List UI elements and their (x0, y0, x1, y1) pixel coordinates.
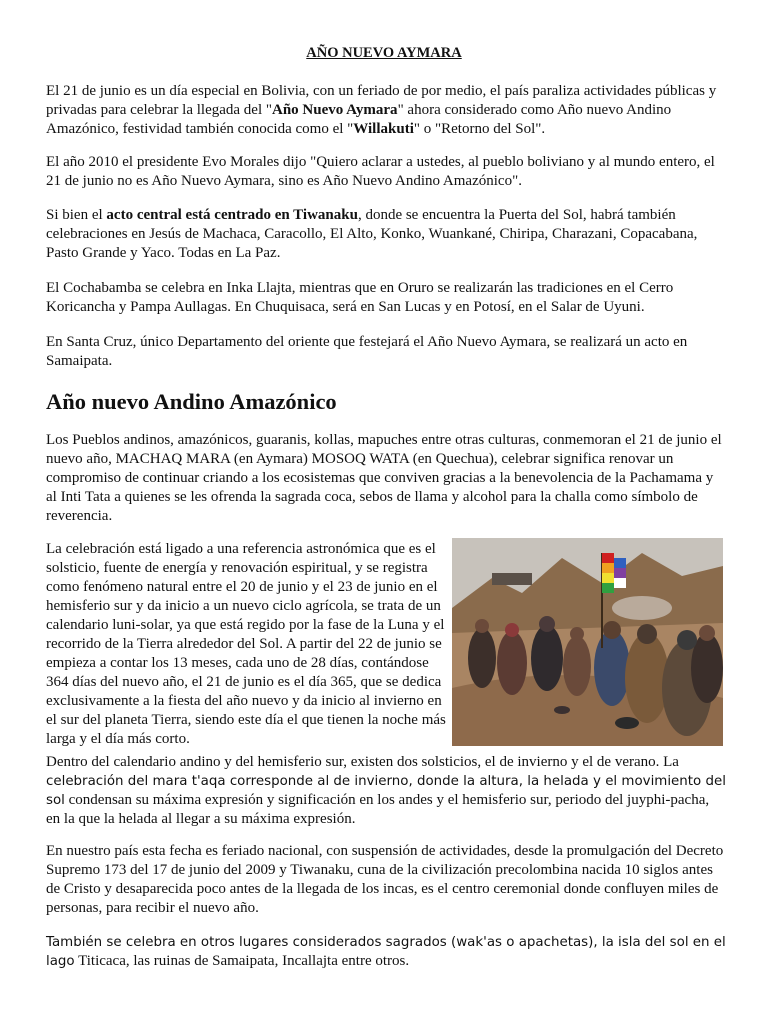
paragraph-solsticio: La celebración está ligado a una referencia astronómica que es el solsticio, fuente de energía y renovación espiritual, y se registra como fenómeno natural entre el 20 de junio y el 23 de junio en el hemisferio sur y da inicio a un nuevo ciclo agrícola, se trata de un calendario luni-solar, ya que está regido por la fase de la Luna y el recorrido de la Tierra alrededor del Sol. A partir del 22 de junio se empieza a contar los 13 meses, cada uno de 28 días, contándose 364 días del nuevo año, el 21 de junio es el día 365, que se dedica exclusivamente a la fiesta del año nuevo y da inicio al invierno en el sur del planeta Tierra, siendo este día el que tienen la noche más larga y el día más corto. (46, 541, 446, 747)
p10-text-a: También se celebra en otros lugares considerados sagrados (wak'as o apachetas), la isla del sol en el lago (46, 935, 726, 969)
paragraph-pueblos: Los Pueblos andinos, amazónicos, guaranis, kollas, mapuches entre otras culturas, conmemoran el 21 de junio el nuevo año, MACHAQ MARA (en Aymara) MOSOQ WATA (en Quechua), celebrar significa renovar un compromiso de continuar criando a los ecosistemas que conviven gracias a la benevolencia de la Pachamama y al Inti Tata a quienes se les ofrenda la sagrada coca, sebos de llama y alcohol para la challa como símbolo de reverencia. (46, 432, 722, 524)
p1-bold-ano-nuevo: Año Nuevo Aymara (272, 102, 398, 118)
p8-text-a: Dentro del calendario andino y del hemisferio sur, existen dos solsticios, el de invierno y el de verano. La (46, 754, 679, 770)
paragraph-intro (46, 82, 726, 139)
paragraph-evo-morales: El año 2010 el presidente Evo Morales dijo "Quiero aclarar a ustedes, al pueblo boliviano y al mundo entero, el 21 de junio no es Año Nuevo Aymara, sino es Año Nuevo Andino Amazónico". (46, 154, 715, 189)
document-title: AÑO NUEVO AYMARA (306, 45, 462, 61)
paragraph-cochabamba: El Cochabamba se celebra en Inka Llajta, mientras que en Oruro se realizarán las tradiciones en el Cerro Koricancha y Pampa Aullagas. En Chuquisaca, será en San Lucas y en Potosí, en el Salar de Uyuni. (46, 280, 674, 315)
photo-illustration (452, 538, 723, 746)
p1-bold-willakuti: Willakuti (353, 121, 414, 137)
paragraph-lugares-sagrados (46, 933, 726, 971)
paragraph-calendario (46, 753, 726, 829)
paragraph-tiwanaku (46, 206, 726, 263)
p3-text-c: , donde se encuentra la Puerta del Sol, habrá también celebraciones en Jesús de Machaca, Caracollo, El Alto, Konko, Wuankané, Chiripa, Charazani, Copacabana, Pasto Grande y Yaco. Todas en La Paz. (46, 207, 698, 261)
p3-text-a: Si bien el (46, 207, 107, 223)
p8-text-b: celebración del mara t'aqa corresponde al de invierno, donde la altura, la helada y el movimiento del sol (46, 774, 726, 808)
section-heading: Año nuevo Andino Amazónico (46, 389, 337, 414)
p1-text-e: " o "Retorno del Sol". (413, 121, 546, 137)
p1-text-a: El 21 de junio es un día especial en Bolivia, con un feriado de por medio, el país paraliza actividades públicas y privadas para celebrar la llegada del " (46, 83, 717, 118)
p8-text-c: condensan su máxima expresión y significación en los andes y el hemisferio sur, periodo del juyphi-pacha, en la que la helada al llegar a su máxima expresión. (46, 792, 710, 827)
paragraph-feriado: En nuestro país esta fecha es feriado nacional, con suspensión de actividades, desde la promulgación del Decreto Supremo 173 del 17 de junio del 2009 y Tiwanaku, cuna de la civilización precolombina nacida 10 siglos antes de Cristo y desaparecida poco antes de la llegada de los incas, es el centro ceremonial donde confluyen miles de personas, para recibir el nuevo año. (46, 843, 724, 916)
p1-text-c: " ahora considerado como Año nuevo Andino Amazónico, festividad también conocida como el " (46, 102, 672, 137)
celebration-photo (452, 538, 723, 746)
p10-text-b: Titicaca, las ruinas de Samaipata, Incallajta entre otros. (74, 953, 410, 969)
paragraph-santa-cruz: En Santa Cruz, único Departamento del oriente que festejará el Año Nuevo Aymara, se realizará un acto en Samaipata. (46, 334, 688, 369)
p3-bold-acto-central: acto central está centrado en Tiwanaku (106, 207, 358, 223)
